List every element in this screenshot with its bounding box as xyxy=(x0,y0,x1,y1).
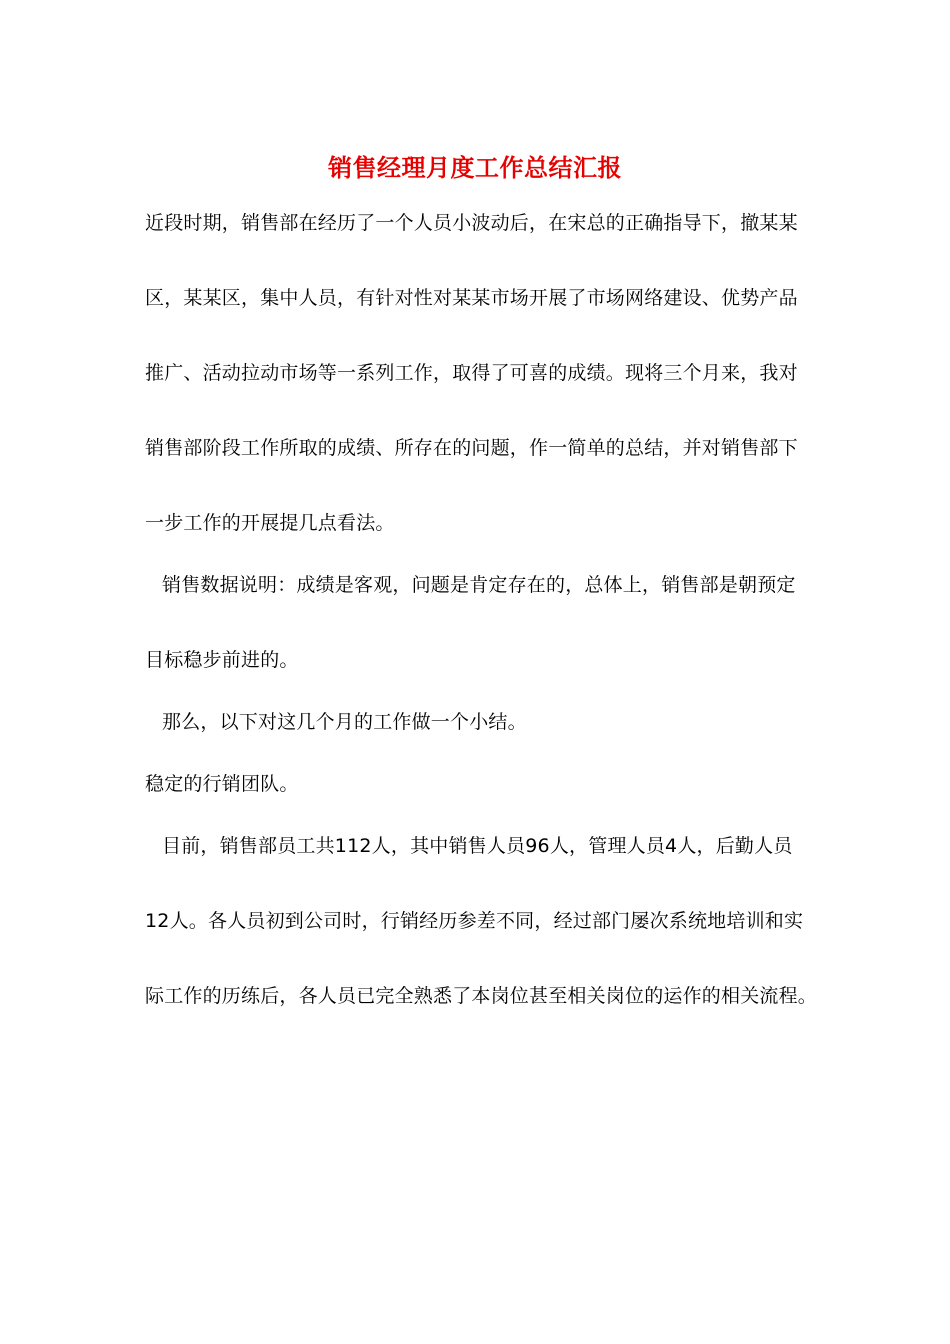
document-title: 销售经理月度工作总结汇报 xyxy=(328,153,622,182)
paragraph-line-8: 那么，以下对这几个月的工作做一个小结。 xyxy=(162,711,527,733)
paragraph-line-11: 12人。各人员初到公司时，行销经历参差不同，经过部门屡次系统地培训和实 xyxy=(145,910,804,932)
paragraph-line-1: 近段时期，销售部在经历了一个人员小波动后，在宋总的正确指导下，撤某某 xyxy=(145,212,798,234)
paragraph-line-5: 一步工作的开展提几点看法。 xyxy=(145,512,395,534)
paragraph-line-10: 目前，销售部员工共112人，其中销售人员96人，管理人员4人，后勤人员 xyxy=(162,835,793,857)
paragraph-line-6: 销售数据说明：成绩是客观，问题是肯定存在的，总体上，销售部是朝预定 xyxy=(162,574,796,596)
section-heading: 稳定的行销团队。 xyxy=(145,773,299,795)
paragraph-line-12: 际工作的历练后，各人员已完全熟悉了本岗位甚至相关岗位的运作的相关流程。 xyxy=(145,985,818,1007)
paragraph-line-2: 区，某某区，集中人员，有针对性对某某市场开展了市场网络建设、优势产品 xyxy=(145,287,798,309)
paragraph-line-4: 销售部阶段工作所取的成绩、所存在的问题，作一简单的总结，并对销售部下 xyxy=(145,437,798,459)
paragraph-line-7: 目标稳步前进的。 xyxy=(145,649,299,671)
paragraph-line-3: 推广、活动拉动市场等一系列工作，取得了可喜的成绩。现将三个月来，我对 xyxy=(145,362,798,384)
